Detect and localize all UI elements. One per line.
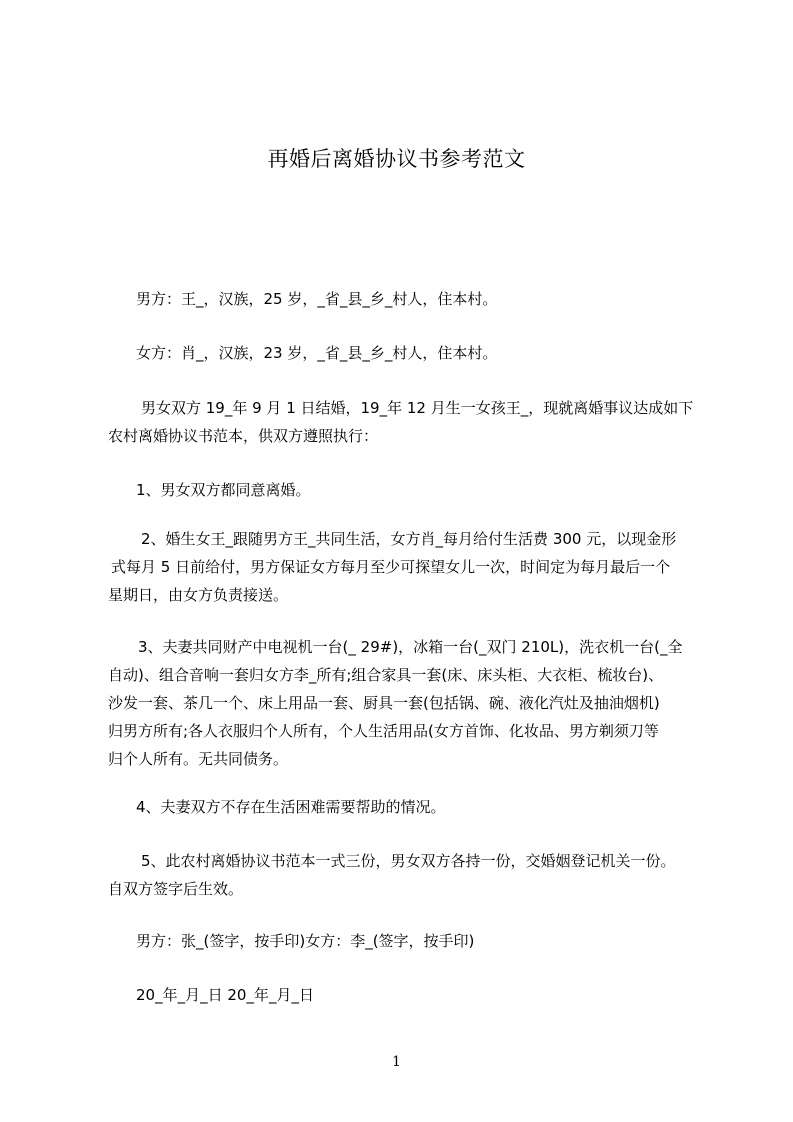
text-line: 男方：王_，汉族，25 岁，_省_县_乡_村人，住本村。 (136, 290, 498, 308)
text-line: 3、夫妻共同财产中电视机一台(_ 29#)，冰箱一台(_双门 210L)，洗衣机一台(_全 (138, 638, 683, 656)
text-line: 归个人所有。无共同债务。 (108, 750, 289, 768)
clause-5 (108, 847, 708, 903)
text-line: 自动)、组合音响一套归女方李_所有;组合家具一套(床、床头柜、大衣柜、梳妆台)、 (108, 666, 664, 684)
date-line (136, 981, 736, 1009)
text-line: 沙发一套、茶几一个、床上用品一套、厨具一套(包括锅、碗、液化汽灶及抽油烟机) (108, 694, 660, 712)
text-line: 20_年_月_日 20_年_月_日 (136, 986, 314, 1004)
text-line: 2、婚生女王_跟随男方王_共同生活，女方肖_每月给付生活费 300 元，以现金形 (141, 530, 677, 548)
clause-3 (108, 633, 708, 773)
text-line: 自双方签字后生效。 (108, 880, 244, 898)
text-line: 男方：张_(签字，按手印)女方：李_(签字，按手印) (136, 932, 475, 950)
text-line: 4、夫妻双方不存在生活困难需要帮助的情况。 (136, 798, 446, 816)
paragraph-male-party (136, 285, 736, 313)
clause-1 (136, 476, 736, 504)
signature-line (136, 927, 736, 955)
page-number: 1 (392, 1054, 401, 1070)
text-line: 归男方所有;各人衣服归个人所有，个人生活用品(女方首饰、化妆品、男方剃须刀等 (108, 722, 659, 740)
text-line: 女方：肖_，汉族，23 岁，_省_县_乡_村人，住本村。 (136, 344, 498, 362)
text-line: 星期日，由女方负责接送。 (108, 586, 289, 604)
clause-2 (108, 525, 708, 609)
document-title: 再婚后离婚协议书参考范文 (267, 147, 526, 171)
text-line: 5、此农村离婚协议书范本一式三份，男女双方各持一份，交婚姻登记机关一份。 (141, 852, 676, 870)
text-line: 式每月 5 日前给付，男方保证女方每月至少可探望女儿一次，时间定为每月最后一个 (111, 558, 671, 576)
text-line: 男女双方 19_年 9 月 1 日结婚，19_年 12 月生一女孩王_，现就离婚事议达成如下 (141, 399, 694, 417)
paragraph-female-party (136, 339, 736, 367)
clause-4 (136, 793, 736, 821)
paragraph-background (108, 394, 708, 450)
text-line: 1、男女双方都同意离婚。 (136, 481, 311, 499)
text-line: 农村离婚协议书范本，供双方遵照执行： (108, 427, 379, 445)
